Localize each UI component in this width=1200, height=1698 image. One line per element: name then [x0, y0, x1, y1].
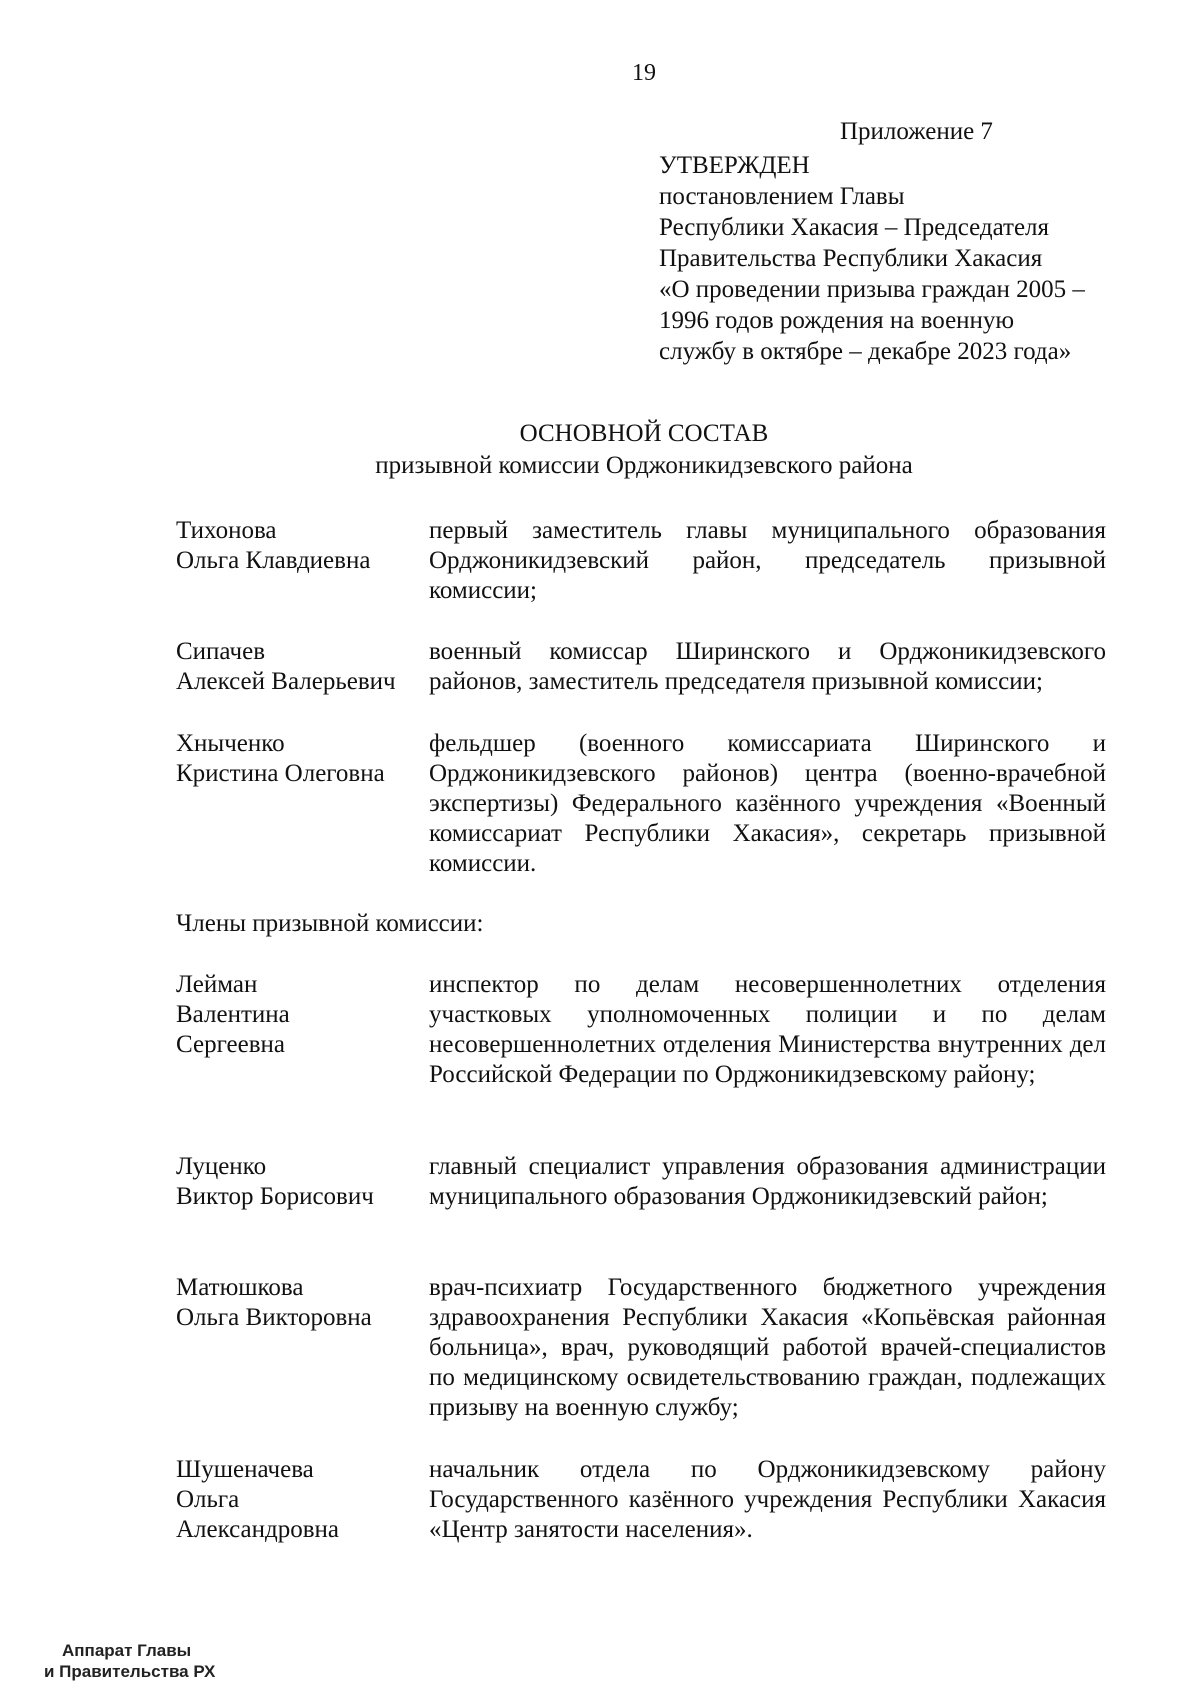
name-line: Ольга Викторовна — [176, 1304, 372, 1331]
name-line: Ольга — [176, 1486, 240, 1513]
person-name — [176, 970, 416, 1060]
name-line: Лейман — [176, 971, 258, 998]
document-subtitle: призывной комиссии Орджоникидзевского района — [375, 452, 913, 479]
name-line: Ольга Клавдиевна — [176, 547, 371, 574]
name-line: Сергеевна — [176, 1031, 285, 1058]
document-stamp — [44, 1640, 215, 1682]
approval-block — [659, 150, 1099, 367]
person-name — [176, 1273, 416, 1333]
name-line: Матюшкова — [176, 1274, 304, 1301]
commission-member — [176, 1455, 1106, 1545]
name-line: Кристина Олеговна — [176, 760, 385, 787]
person-role: главный специалист управления образования администрации муниципального образования Орджоникидзевский район; — [429, 1153, 1106, 1210]
person-role: первый заместитель главы муниципального образования Орджоникидзевский район, председатель призывной комиссии; — [429, 517, 1106, 604]
stamp-line: и Правительства РХ — [44, 1662, 216, 1681]
commission-member — [176, 1152, 1106, 1212]
approval-line: УТВЕРЖДЕН — [659, 152, 810, 179]
commission-entry-deputy — [176, 637, 1106, 697]
person-name — [176, 637, 416, 697]
approval-line: «О проведении призыва граждан 2005 – — [659, 276, 1085, 303]
person-name — [176, 1152, 416, 1212]
approval-line: 1996 годов рождения на военную — [659, 307, 1015, 334]
commission-entry-chairman — [176, 516, 1106, 606]
commission-entry-secretary — [176, 729, 1106, 879]
name-line: Шушеначева — [176, 1456, 314, 1483]
approval-line: службу в октябре – декабре 2023 года» — [659, 338, 1072, 365]
person-role: инспектор по делам несовершеннолетних отделения участковых уполномоченных полиции и по делам несовершеннолетних отделения Министерства внутренних дел Российской Федерации по Орджоникидзевскому району; — [429, 971, 1106, 1088]
approval-line: Республики Хакасия – Председателя — [659, 214, 1050, 241]
approval-line: Правительства Республики Хакасия — [659, 245, 1043, 272]
name-line: Александровна — [176, 1516, 340, 1543]
person-role: начальник отдела по Орджоникидзевскому району Государственного казённого учреждения Республики Хакасия «Центр занятости населения». — [429, 1456, 1106, 1543]
name-line: Виктор Борисович — [176, 1183, 374, 1210]
members-heading: Члены призывной комиссии: — [176, 910, 484, 937]
appendix-label: Приложение 7 — [840, 118, 993, 145]
name-line: Тихонова — [176, 517, 277, 544]
approval-line: постановлением Главы — [659, 183, 905, 210]
person-name — [176, 1455, 416, 1545]
page-number: 19 — [632, 60, 656, 86]
name-line: Алексей Валерьевич — [176, 668, 396, 695]
name-line: Сипачев — [176, 638, 266, 665]
stamp-line: Аппарат Главы — [62, 1641, 192, 1660]
person-role: военный комиссар Ширинского и Орджоникидзевского районов, заместитель председателя призывной комиссии; — [429, 638, 1106, 695]
document-title: ОСНОВНОЙ СОСТАВ — [519, 420, 769, 447]
person-role: врач-психиатр Государственного бюджетного учреждения здравоохранения Республики Хакасия «Копьёвская районная больница», врач, руководящий работой врачей-специалистов по медицинскому освидетельствованию граждан, подлежащих призыву на военную службу; — [429, 1274, 1106, 1421]
person-name — [176, 516, 416, 576]
name-line: Луценко — [176, 1153, 267, 1180]
commission-member — [176, 1273, 1106, 1423]
person-name — [176, 729, 416, 789]
commission-member — [176, 970, 1106, 1090]
person-role: фельдшер (военного комиссариата Ширинского и Орджоникидзевского районов) центра (военно-врачебной экспертизы) Федерального казённого учреждения «Военный комиссариат Республики Хакасия», секретарь призывной комиссии. — [429, 730, 1106, 877]
name-line: Хныченко — [176, 730, 285, 757]
name-line: Валентина — [176, 1001, 290, 1028]
